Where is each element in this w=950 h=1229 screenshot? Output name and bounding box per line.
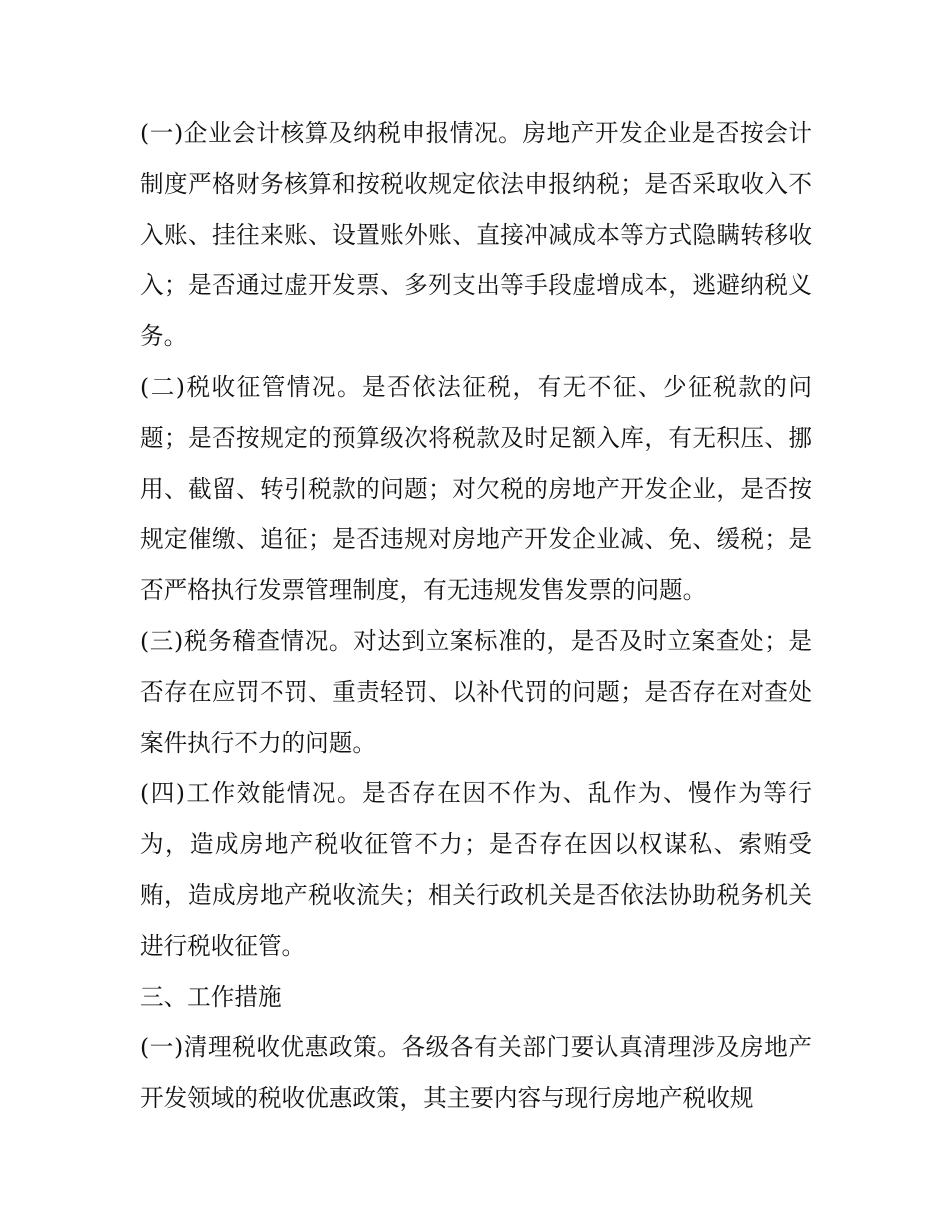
paragraph-tax-inspection: (三)税务稽查情况。对达到立案标准的，是否及时立案查处；是否存在应罚不罚、重责轻罚、以补代罚的问题；是否存在对查处案件执行不力的问题。 xyxy=(140,626,812,757)
paragraph-tax-collection: (二)税收征管情况。是否依法征税，有无不征、少征税款的问题；是否按规定的预算级次将税款及时足额入库，有无积压、挪用、截留、转引税款的问题；对欠税的房地产开发企业，是否按规定催缴、追征；是否违规对房地产开发企业减、免、缓税；是否严格执行发票管理制度，有无违规发售发票的问题。 xyxy=(140,372,812,605)
paragraph-tax-incentive-cleanup: (一)清理税收优惠政策。各级各有关部门要认真清理涉及房地产开发领域的税收优惠政策，其主要内容与现行房地产税收规 xyxy=(140,1033,812,1113)
document-body xyxy=(140,108,812,1124)
paragraph-accounting-and-tax-filing: (一)企业会计核算及纳税申报情况。房地产开发企业是否按会计制度严格财务核算和按税收规定依法申报纳税；是否采取收入不入账、挂往来账、设置账外账、直接冲减成本等方式隐瞒转移收入；是否通过虚开发票、多列支出等手段虚增成本，逃避纳税义务。 xyxy=(140,119,812,351)
paragraph-work-efficiency: (四)工作效能情况。是否存在因不作为、乱作为、慢作为等行为，造成房地产税收征管不力；是否存在因以权谋私、索贿受贿，造成房地产税收流失；相关行政机关是否依法协助税务机关进行税收征管。 xyxy=(140,779,812,960)
section-heading-work-measures: 三、工作措施 xyxy=(140,982,282,1011)
